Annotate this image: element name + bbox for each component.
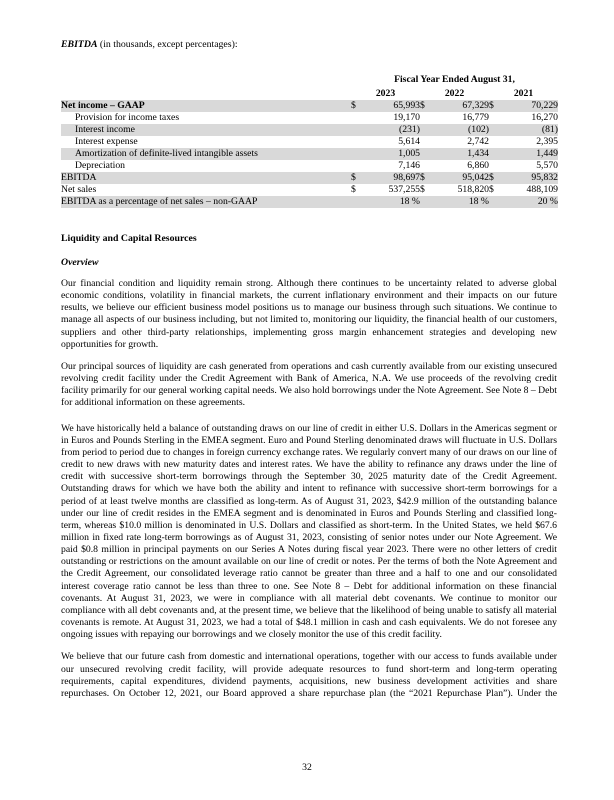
dollar-sign xyxy=(489,112,502,124)
cell-value: 5,570 xyxy=(536,160,558,171)
table-row xyxy=(61,112,558,124)
paragraph: We believe that our future cash from domestic and international operations, together with our access to funds available under our unsecured revolving credit facility, will provide adequate resources to fund short-term and long-term operating requirements, capital expenditures, dividend payments, acquisitions, new business development activities and share repurchases. On October 12, 2021, our Board approved a share repurchase plan (the “2021 Repurchase Plan”). Under the xyxy=(61,651,557,699)
row-label: Depreciation xyxy=(75,160,126,171)
dollar-sign xyxy=(420,196,433,208)
cell-value: 1,005 xyxy=(364,148,420,160)
cell-value: 98,697 xyxy=(364,172,420,184)
header-spacer xyxy=(61,86,351,100)
dollar-sign xyxy=(489,160,502,172)
table-row xyxy=(61,184,558,196)
cell-value: 19,170 xyxy=(393,112,420,123)
dollar-sign xyxy=(489,136,502,148)
header-years-row xyxy=(61,86,558,100)
dollar-sign: $ xyxy=(489,172,502,184)
cell-value: 95,042 xyxy=(433,172,489,184)
table-caption xyxy=(61,38,557,51)
dollar-sign: $ xyxy=(351,172,364,184)
dollar-sign: $ xyxy=(351,100,364,112)
cell-value: 18 % xyxy=(433,196,489,208)
dollar-sign xyxy=(351,136,364,148)
cell-value: 70,229 xyxy=(502,100,558,112)
year-column-2022: 2022 xyxy=(444,88,465,99)
cell-value: 537,255 xyxy=(388,184,420,195)
dollar-sign xyxy=(351,160,364,172)
cell-value: (81) xyxy=(502,124,558,136)
row-label: Net sales xyxy=(61,184,97,195)
cell-value: 2,742 xyxy=(467,136,489,147)
cell-value: 6,860 xyxy=(467,160,489,171)
cell-value: 518,820 xyxy=(457,184,489,195)
cell-value: 18 % xyxy=(364,196,420,208)
year-column-2023: 2023 xyxy=(375,88,396,99)
dollar-sign: $ xyxy=(489,184,494,195)
header-group-row xyxy=(61,72,558,86)
dollar-sign xyxy=(420,124,433,136)
table-row xyxy=(61,148,558,160)
cell-value: 67,329 xyxy=(433,100,489,112)
table-row xyxy=(61,100,558,112)
dollar-sign: $ xyxy=(489,100,502,112)
cell-value: 488,109 xyxy=(526,184,558,195)
cell-value: 20 % xyxy=(502,196,558,208)
cell-value: 95,832 xyxy=(502,172,558,184)
dollar-sign xyxy=(351,148,364,160)
table-row xyxy=(61,160,558,172)
dollar-sign xyxy=(489,124,502,136)
dollar-sign xyxy=(489,148,502,160)
dollar-sign xyxy=(420,148,433,160)
paragraph: Our financial condition and liquidity remain strong. Although there continues to be uncertainty related to adverse global economic conditions, volatility in financial markets, the current inflationary environment and their impacts on our future results, we believe our efficient business model positions us to manage our business through such situations. We continue to manage all aspects of our business including, but not limited to, monitoring our liquidity, the financial health of our customers, suppliers and other third-party relationships, implementing gross margin enhancement strategies and developing new opportunities for growth. xyxy=(61,278,557,350)
row-label: Interest expense xyxy=(75,136,138,147)
cell-value: (231) xyxy=(364,124,420,136)
cell-value: 16,270 xyxy=(531,112,558,123)
table-row xyxy=(61,172,558,184)
cell-value: 5,614 xyxy=(398,136,420,147)
section-heading: Liquidity and Capital Resources xyxy=(61,233,197,244)
row-label: EBITDA xyxy=(61,172,351,184)
paragraph: We have historically held a balance of outstanding draws on our line of credit in either U.S. Dollars in the Americas segment or in Euros and Pounds Sterling in the EMEA segment. Euro and Pound Sterling denominated draws will fluctuate in U.S. Dollars from period to period due to changes in foreign currency exchange rates. We regularly convert many of our draws on our line of credit to new draws with new maturity dates and interest rates. We have the ability to refinance any draws under the line of credit with successive short-term borrowings through the September 30, 2025 maturity date of the Credit Agreement. Outstanding draws for which we have both the ability and intent to refinance with successive short-term borrowings for a period of at least twelve months are classified as long-term. As of August 31, 2023, $42.9 million of the outstanding balance under our line of credit resides in the EMEA segment and is denominated in Euros and Pounds Sterling and classified long-term, whereas $10.0 million is denominated in U.S. Dollars and classified as short-term. In the United States, we held $67.6 million in fixed rate long-term borrowings as of August 31, 2023, consisting of senior notes under our Note Agreement. We paid $0.8 million in principal payments on our Series A Notes during fiscal year 2023. There were no other letters of credit outstanding or restrictions on the amount available on our line of credit or notes. Per the terms of both the Note Agreement and the Credit Agreement, our consolidated leverage ratio cannot be greater than three and a half to one and our consolidated interest coverage ratio cannot be less than three to one. See Note 8 – Debt for additional information on these financial covenants. At August 31, 2023, we were in compliance with all material debt covenants. We continue to monitor our compliance with all debt covenants and, at the present time, we believe that the likelihood of being unable to satisfy all material covenants is remote. At August 31, 2023, we had a total of $48.1 million in cash and cash equivalents. We do not foresee any ongoing issues with repaying our borrowings and we closely monitor the use of this credit facility. xyxy=(61,422,557,641)
cell-value: 7,146 xyxy=(398,160,420,171)
ebitda-table-body xyxy=(61,100,558,208)
caption-term: EBITDA xyxy=(61,39,98,50)
cell-value: (102) xyxy=(433,124,489,136)
row-label: Interest income xyxy=(61,124,351,136)
table-row xyxy=(61,136,558,148)
cell-value: 1,434 xyxy=(433,148,489,160)
cell-value: 16,779 xyxy=(462,112,489,123)
dollar-sign xyxy=(351,196,364,208)
dollar-sign xyxy=(351,112,364,124)
dollar-sign xyxy=(420,112,433,124)
dollar-sign xyxy=(420,136,433,148)
table-header xyxy=(61,72,558,100)
dollar-sign xyxy=(489,196,502,208)
dollar-sign: $ xyxy=(420,184,425,195)
ebitda-table xyxy=(61,72,558,208)
dollar-sign: $ xyxy=(351,184,356,195)
page-number: 32 xyxy=(302,762,312,773)
year-column-2021: 2021 xyxy=(513,88,534,99)
row-label: Provision for income taxes xyxy=(75,112,180,123)
row-label: Amortization of definite-lived intangible assets xyxy=(61,148,351,160)
caption-note: (in thousands, except percentages): xyxy=(97,39,238,50)
cell-value: 2,395 xyxy=(536,136,558,147)
header-spacer xyxy=(61,72,351,86)
row-label: Net income – GAAP xyxy=(61,100,351,112)
dollar-sign: $ xyxy=(420,172,433,184)
subsection-heading: Overview xyxy=(61,257,99,268)
cell-value: 65,993 xyxy=(364,100,420,112)
table-row xyxy=(61,196,558,208)
paragraph: Our principal sources of liquidity are cash generated from operations and cash currently available from our existing unsecured revolving credit facility under the Credit Agreement with Bank of America, N.A. We use proceeds of the revolving credit facility primarily for our general working capital needs. We also hold borrowings under the Note Agreement. See Note 8 – Debt for additional information on these agreements. xyxy=(61,360,557,409)
dollar-sign xyxy=(420,160,433,172)
dollar-sign: $ xyxy=(420,100,433,112)
row-label: EBITDA as a percentage of net sales – non-GAAP xyxy=(61,196,351,208)
table-row xyxy=(61,124,558,136)
fiscal-year-header: Fiscal Year Ended August 31, xyxy=(394,74,515,85)
cell-value: 1,449 xyxy=(502,148,558,160)
dollar-sign xyxy=(351,124,364,136)
